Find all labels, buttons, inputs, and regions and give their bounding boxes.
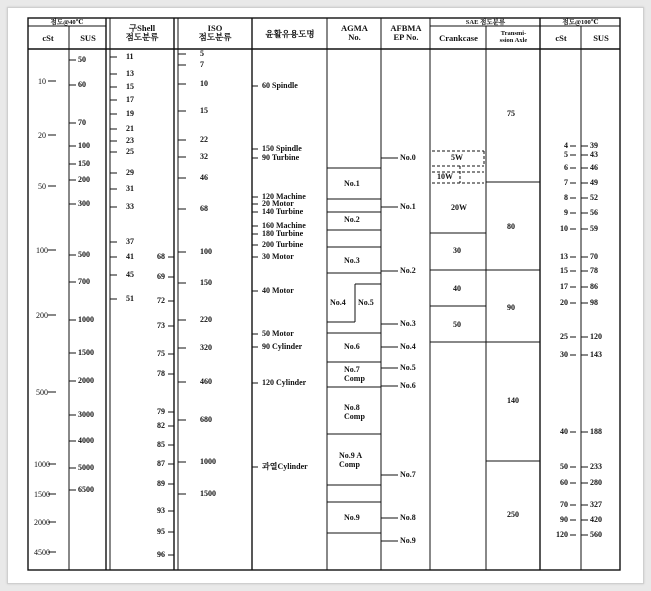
old-shell-right-label: 96: [157, 550, 165, 559]
old-shell-right-label: 79: [157, 407, 165, 416]
cst100-tick-label: 8: [564, 193, 568, 202]
cst100-tick-label: 15: [560, 266, 568, 275]
agma-label: No.9: [344, 513, 360, 522]
cst40-tick-label: 200: [36, 311, 48, 320]
old-shell-left-label: 37: [126, 237, 134, 246]
cst100-tick-label: 60: [560, 478, 568, 487]
iso-tick-label: 1000: [200, 457, 216, 466]
cst100-tick-label: 70: [560, 500, 568, 509]
old-shell-left-label: 41: [126, 252, 134, 261]
cst100-tick-label: 30: [560, 350, 568, 359]
agma-label: No.4: [330, 298, 346, 307]
iso-tick-label: 150: [200, 278, 212, 287]
agma-label: No.1: [344, 179, 360, 188]
old-shell-right-label: 89: [157, 479, 165, 488]
header-old-shell: 구Shell 점도분류: [125, 23, 159, 42]
lubricant-use-label: 180 Turbine: [262, 229, 304, 238]
cst100-tick-label: 20: [560, 298, 568, 307]
iso-tick-label: 46: [200, 173, 208, 182]
sus40-tick-label: 70: [78, 118, 86, 127]
crankcase-label: 20W: [451, 203, 467, 212]
header-iso: ISO 점도분류: [198, 23, 232, 42]
old-shell-left-label: 23: [126, 136, 134, 145]
old-shell-left-label: 45: [126, 270, 134, 279]
lubricant-use-label: 60 Spindle: [262, 81, 298, 90]
lubricant-use-label: 90 Turbine: [262, 153, 300, 162]
header-sae: SAE 점도분류: [465, 19, 506, 26]
sus100-tick-label: 98: [590, 298, 598, 307]
sus40-tick-label: 3000: [78, 410, 94, 419]
iso-tick-label: 68: [200, 204, 208, 213]
afbma-label: No.3: [400, 319, 416, 328]
sus100-tick-label: 280: [590, 478, 602, 487]
old-shell-left-label: 51: [126, 294, 134, 303]
sus100-tick-label: 59: [590, 224, 598, 233]
old-shell-left-label: 25: [126, 147, 134, 156]
old-shell-right-label: 72: [157, 296, 165, 305]
lubricant-use-label: 40 Motor: [262, 286, 294, 295]
crankcase-label: 30: [453, 246, 461, 255]
sus40-tick-label: 300: [78, 199, 90, 208]
afbma-label: No.0: [400, 153, 416, 162]
iso-tick-label: 680: [200, 415, 212, 424]
sus100-tick-label: 86: [590, 282, 598, 291]
old-shell-left-label: 15: [126, 82, 134, 91]
transmission-label: 80: [507, 222, 515, 231]
crankcase-label: 10W: [437, 172, 453, 181]
afbma-label: No.6: [400, 381, 416, 390]
header-afbma: AFBMA EP No.: [390, 23, 422, 42]
sus100-tick-label: 52: [590, 193, 598, 202]
afbma-label: No.4: [400, 342, 416, 351]
lubricant-use-label: 150 Spindle: [262, 144, 302, 153]
old-shell-left-label: 11: [126, 52, 134, 61]
old-shell-right-label: 69: [157, 272, 165, 281]
header-agma: AGMA No.: [341, 23, 368, 42]
sus40-tick-label: 100: [78, 141, 90, 150]
cst100-tick-label: 120: [556, 530, 568, 539]
sus40-tick-label: 4000: [78, 436, 94, 445]
cst100-tick-label: 13: [560, 252, 568, 261]
header-cst-100: cSt: [555, 33, 567, 43]
sus100-tick-label: 46: [590, 163, 598, 172]
afbma-label: No.1: [400, 202, 416, 211]
iso-tick-label: 320: [200, 343, 212, 352]
cst100-tick-label: 7: [564, 178, 568, 187]
header-sus-100: SUS: [593, 33, 609, 43]
cst100-tick-label: 25: [560, 332, 568, 341]
header-sus-40: SUS: [80, 33, 96, 43]
lubricant-use-label: 30 Motor: [262, 252, 294, 261]
header-lubricant-use: 윤활유용도명: [265, 29, 315, 39]
agma-label: No.6: [344, 342, 360, 351]
cst40-tick-label: 500: [36, 388, 48, 397]
iso-tick-label: 100: [200, 247, 212, 256]
sus100-tick-label: 120: [590, 332, 602, 341]
iso-tick-label: 220: [200, 315, 212, 324]
crankcase-label: 5W: [451, 153, 463, 162]
old-shell-right-label: 68: [157, 252, 165, 261]
agma-label: No.2: [344, 215, 360, 224]
sus40-tick-label: 700: [78, 277, 90, 286]
sus100-tick-label: 39: [590, 141, 598, 150]
sus100-tick-label: 560: [590, 530, 602, 539]
old-shell-left-label: 21: [126, 124, 134, 133]
header-viscosity-40c: 점도@40℃: [50, 19, 84, 26]
sus100-tick-label: 233: [590, 462, 602, 471]
transmission-label: 75: [507, 109, 515, 118]
transmission-label: 140: [507, 396, 519, 405]
afbma-label: No.8: [400, 513, 416, 522]
lubricant-use-label: 90 Cylinder: [262, 342, 303, 351]
old-shell-right-label: 95: [157, 527, 165, 536]
old-shell-right-label: 85: [157, 440, 165, 449]
old-shell-left-label: 31: [126, 184, 134, 193]
crankcase-label: 50: [453, 320, 461, 329]
transmission-label: 250: [507, 510, 519, 519]
afbma-label: No.5: [400, 363, 416, 372]
sus40-tick-label: 2000: [78, 376, 94, 385]
old-shell-left-label: 17: [126, 95, 134, 104]
lubricant-use-label: 120 Machine: [262, 192, 306, 201]
cst40-tick-label: 50: [38, 182, 46, 191]
sus100-tick-label: 420: [590, 515, 602, 524]
cst100-tick-label: 4: [564, 141, 568, 150]
lubricant-use-label: 140 Turbine: [262, 207, 304, 216]
cst100-tick-label: 50: [560, 462, 568, 471]
iso-tick-label: 10: [200, 79, 208, 88]
cst40-tick-label: 20: [38, 131, 46, 140]
sus40-tick-label: 50: [78, 55, 86, 64]
cst100-tick-label: 5: [564, 150, 568, 159]
cst40-tick-label: 10: [38, 77, 46, 86]
cst100-tick-label: 40: [560, 427, 568, 436]
header-cst-40: cSt: [42, 33, 54, 43]
header-crankcase: Crankcase: [439, 33, 478, 43]
lubricant-use-label: 과열Cylinder: [262, 462, 308, 471]
afbma-label: No.2: [400, 266, 416, 275]
cst40-tick-label: 100: [36, 246, 48, 255]
cst40-tick-label: 1000: [34, 460, 50, 469]
afbma-label: No.7: [400, 470, 416, 479]
iso-tick-label: 1500: [200, 489, 216, 498]
sus100-tick-label: 49: [590, 178, 598, 187]
afbma-label: No.9: [400, 536, 416, 545]
sus40-tick-label: 60: [78, 80, 86, 89]
sus40-tick-label: 200: [78, 175, 90, 184]
lubricant-use-label: 20 Motor: [262, 199, 294, 208]
cst40-tick-label: 1500: [34, 490, 50, 499]
old-shell-left-label: 13: [126, 69, 134, 78]
sus40-tick-label: 150: [78, 159, 90, 168]
iso-tick-label: 5: [200, 49, 204, 58]
cst40-tick-label: 4500: [34, 548, 50, 557]
header-viscosity-100c: 점도@100℃: [562, 19, 599, 26]
sus100-tick-label: 78: [590, 266, 598, 275]
lubricant-use-label: 160 Machine: [262, 221, 306, 230]
header-transmission-axle: Transmi- ssion Axle: [499, 30, 528, 44]
sus100-tick-label: 143: [590, 350, 602, 359]
old-shell-right-label: 73: [157, 321, 165, 330]
lubricant-use-label: 50 Motor: [262, 329, 294, 338]
cst100-tick-label: 10: [560, 224, 568, 233]
old-shell-left-label: 29: [126, 168, 134, 177]
cst100-tick-label: 17: [560, 282, 568, 291]
old-shell-left-label: 19: [126, 109, 134, 118]
crankcase-label: 40: [453, 284, 461, 293]
old-shell-right-label: 93: [157, 506, 165, 515]
sus40-tick-label: 5000: [78, 463, 94, 472]
sus100-tick-label: 70: [590, 252, 598, 261]
cst100-tick-label: 9: [564, 208, 568, 217]
sus40-tick-label: 6500: [78, 485, 94, 494]
old-shell-right-label: 78: [157, 369, 165, 378]
cst40-tick-label: 2000: [34, 518, 50, 527]
sus100-tick-label: 43: [590, 150, 598, 159]
transmission-label: 90: [507, 303, 515, 312]
sus40-tick-label: 1000: [78, 315, 94, 324]
sus100-tick-label: 188: [590, 427, 602, 436]
old-shell-left-label: 33: [126, 202, 134, 211]
cst100-tick-label: 6: [564, 163, 568, 172]
sus40-tick-label: 500: [78, 250, 90, 259]
sus100-tick-label: 327: [590, 500, 602, 509]
iso-tick-label: 15: [200, 106, 208, 115]
old-shell-right-label: 87: [157, 459, 165, 468]
lubricant-use-label: 120 Cylinder: [262, 378, 307, 387]
agma-label: No.7 Comp: [344, 365, 365, 383]
sus100-tick-label: 56: [590, 208, 598, 217]
iso-tick-label: 460: [200, 377, 212, 386]
old-shell-right-label: 75: [157, 349, 165, 358]
lubricant-use-label: 200 Turbine: [262, 240, 304, 249]
agma-label: No.8 Comp: [344, 403, 365, 421]
iso-tick-label: 32: [200, 152, 208, 161]
agma-label: No.5: [358, 298, 374, 307]
iso-tick-label: 22: [200, 135, 208, 144]
agma-label: No.9 A Comp: [339, 451, 363, 469]
old-shell-right-label: 82: [157, 421, 165, 430]
agma-label: No.3: [344, 256, 360, 265]
sus40-tick-label: 1500: [78, 348, 94, 357]
iso-tick-label: 7: [200, 60, 204, 69]
cst100-tick-label: 90: [560, 515, 568, 524]
